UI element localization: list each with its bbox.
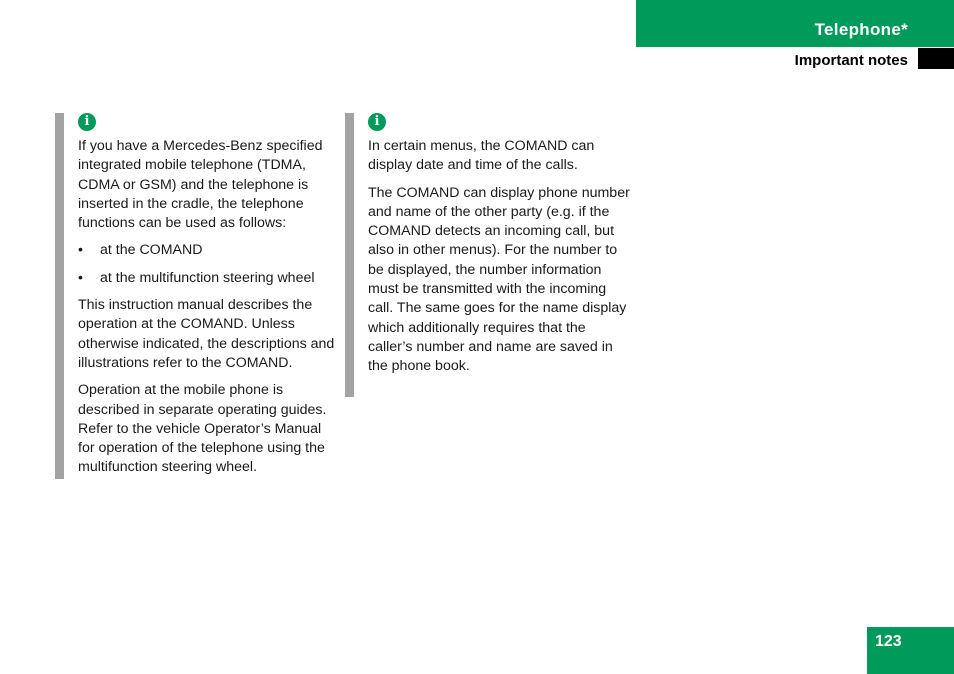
bullet-list: [78, 241, 340, 288]
note-paragraph: In certain menus, the COMAND can display date and time of the calls.: [368, 138, 595, 174]
list-item: • at the COMAND: [78, 241, 340, 260]
list-item: • at the multifunction steering wheel: [78, 269, 340, 288]
section-title: Telephone*: [814, 20, 908, 39]
info-note-1: [55, 113, 340, 479]
note-paragraph: This instruction manual describes the operation at the COMAND. Unless otherwise indicated, the descriptions and illustrations refer to the COMAND.: [78, 297, 335, 371]
note-paragraph: If you have a Mercedes-Benz specified integrated mobile telephone (TDMA, CDMA or GSM) and the telephone is inserted in the cradle, the telephone functions can be used as follows:: [78, 138, 323, 232]
info-icon: i: [78, 113, 96, 131]
page-number: 123: [875, 633, 902, 650]
info-note-2: [345, 113, 630, 397]
info-icon: i: [368, 113, 386, 131]
note-paragraph: Operation at the mobile phone is described in separate operating guides. Refer to the vehicle Operator’s Manual for operation of the telephone using the multifunction steering wheel.: [78, 382, 327, 476]
section-subtitle: Important notes: [794, 52, 908, 69]
note-paragraph: The COMAND can display phone number and name of the other party (e.g. if the COMAND detects an incoming call, but also in other menus). For the number to be displayed, the number information must be transmitted with the incoming call. The same goes for the name display which additionally requires that the caller’s number and name are saved in the phone book.: [368, 184, 630, 375]
section-tab-marker: [918, 48, 954, 69]
